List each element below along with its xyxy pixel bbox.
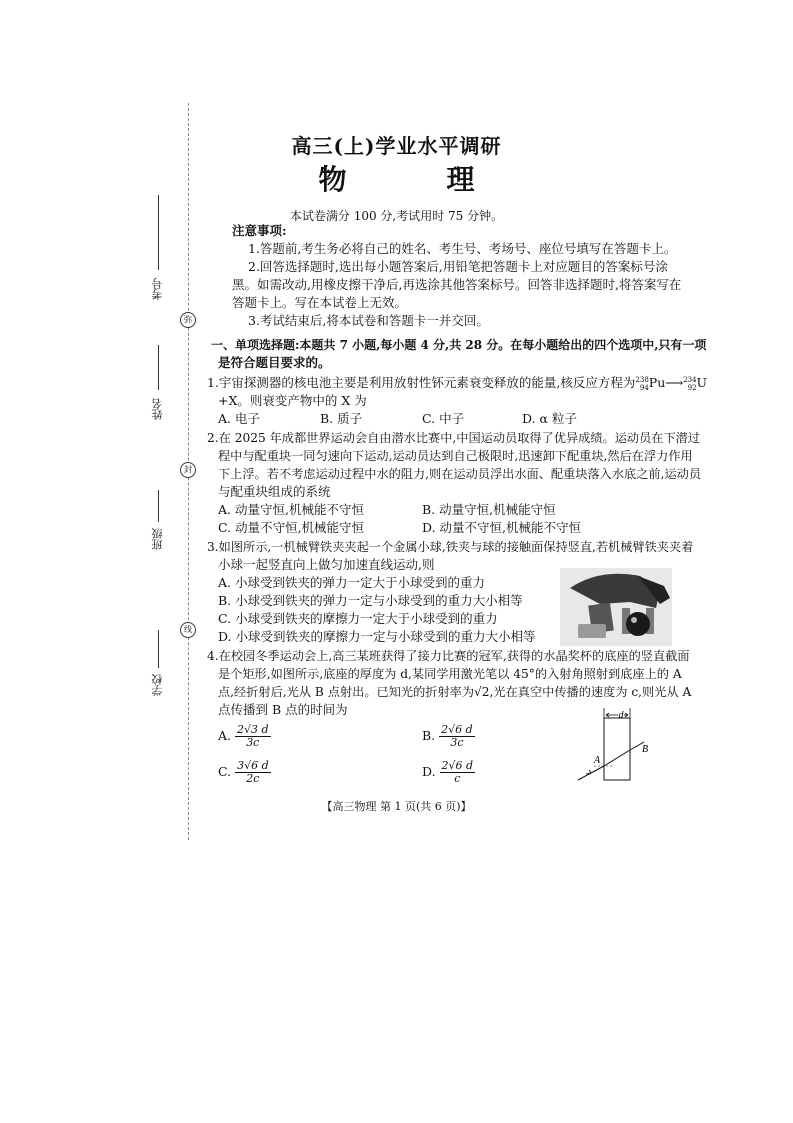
q3-stem: 3.如图所示,一机械臂铁夹夹起一个金属小球,铁夹与球的接触面保持竖直,若机械臂铁夹夹着 <box>207 540 694 554</box>
q3-option-a[interactable]: A. 小球受到铁夹的弹力一定大于小球受到的重力 <box>218 575 485 590</box>
notice-heading: 注意事项: <box>232 223 287 238</box>
section-heading: 一、单项选择题:本题共 7 小题,每小题 4 分,共 28 分。在每小题给出的四个选项中,只有一项 <box>211 338 707 352</box>
q2-stem: 下上浮。若不考虑运动过程中水的阻力,则在运动员浮出水面、配重块落入水底之前,运动员 <box>218 467 702 481</box>
notice-line: 1.答题前,考生务必将自己的姓名、考生号、考场号、座位号填写在答题卡上。 <box>248 241 677 256</box>
label-exam-number: 考号 <box>151 278 164 300</box>
blank-school[interactable] <box>158 630 159 668</box>
point-label-a: A <box>594 755 601 766</box>
q2-option-d[interactable]: D. 动量不守恒,机械能不守恒 <box>422 520 581 535</box>
point-label-b: B <box>642 744 649 755</box>
label-class: 班级 <box>151 528 164 550</box>
page-footer: 【高三物理 第 1 页(共 6 页)】 <box>321 800 472 813</box>
notice-line: 黑。如需改动,用橡皮擦干净后,再选涂其他答案标号。回答非选择题时,将答案写在 <box>232 277 682 292</box>
seal-mark-1: 弥 <box>180 312 196 328</box>
q4-option-b[interactable]: B. $\frac{2√6 d}{3c}$ <box>422 723 473 749</box>
label-school: 学校 <box>151 674 164 696</box>
refraction-block-figure <box>572 704 662 786</box>
q1-option-d[interactable]: D. α 粒子 <box>522 411 577 426</box>
blank-name[interactable] <box>158 345 159 390</box>
paper-title: 高三(上)学业水平调研 <box>291 134 502 158</box>
robot-arm-clamp-figure <box>560 568 672 646</box>
q2-stem: 2.在 2025 年成都世界运动会自由潜水比赛中,中国运动员取得了优异成绩。运动员在下潜过 <box>207 431 701 445</box>
q2-stem: 与配重块组成的系统 <box>218 484 331 499</box>
q4-stem: 点传播到 B 点的时间为 <box>218 702 348 717</box>
q4-stem: 点,经折射后,光从 B 点射出。已知光的折射率为√2,光在真空中传播的速度为 c,则光从 A <box>218 685 692 699</box>
q2-option-b[interactable]: B. 动量守恒,机械能守恒 <box>422 502 556 517</box>
thickness-label-d: d <box>618 710 624 721</box>
q2-option-a[interactable]: A. 动量守恒,机械能不守恒 <box>218 502 364 517</box>
section-heading-cont: 是符合题目要求的。 <box>218 355 331 370</box>
q2-stem: 程中与配重块一同匀速向下运动,运动员达到自己极限时,迅速卸下配重块,然后在浮力作用 <box>218 449 693 463</box>
notice-line: 2.回答选择题时,选出每小题答案后,用铅笔把答题卡上对应题目的答案标号涂 <box>248 259 668 274</box>
q3-option-b[interactable]: B. 小球受到铁夹的弹力一定与小球受到的重力大小相等 <box>218 593 523 608</box>
exam-info: 本试卷满分 100 分,考试用时 75 分钟。 <box>289 209 504 223</box>
blank-class[interactable] <box>158 490 159 522</box>
q3-option-c[interactable]: C. 小球受到铁夹的摩擦力一定大于小球受到的重力 <box>218 611 498 626</box>
seal-mark-2: 封 <box>180 462 196 478</box>
q4-stem: 是个矩形,如图所示,底座的厚度为 d,某同学用激光笔以 45°的入射角照射到底座上的 A <box>218 667 682 681</box>
q4-stem: 4.在校园冬季运动会上,高三某班获得了接力比赛的冠军,获得的水晶奖杯的底座的竖直截面 <box>207 649 690 663</box>
q2-option-c[interactable]: C. 动量不守恒,机械能守恒 <box>218 520 365 535</box>
seal-mark-3: 线 <box>180 622 196 638</box>
notice-line: 3.考试结束后,将本试卷和答题卡一并交回。 <box>248 313 489 328</box>
q3-stem: 小球一起竖直向上做匀加速直线运动,则 <box>218 557 435 572</box>
q1-stem: 1.宇宙探测器的核电池主要是利用放射性钚元素衰变释放的能量,核反应方程为 238 94 Pu⟶ 234 92 U <box>207 375 708 392</box>
notice-line: 答题卡上。写在本试卷上无效。 <box>232 295 408 310</box>
q4-option-c[interactable]: C. $\frac{3√6 d}{2c}$ <box>218 759 269 785</box>
q1-option-b[interactable]: B. 质子 <box>320 411 363 426</box>
q1-option-c[interactable]: C. 中子 <box>422 411 465 426</box>
subject-title: 物 理 <box>318 163 511 196</box>
q1-stem-cont: +X。则衰变产物中的 X 为 <box>218 393 367 408</box>
label-name: 姓名 <box>151 398 164 420</box>
q4-option-a[interactable]: A. $\frac{2√3 d}{3c}$ <box>218 723 269 749</box>
q3-option-d[interactable]: D. 小球受到铁夹的摩擦力一定与小球受到的重力大小相等 <box>218 629 536 644</box>
q1-option-a[interactable]: A. 电子 <box>218 411 260 426</box>
q4-option-d[interactable]: D. $\frac{2√6 d}{c}$ <box>422 759 474 785</box>
